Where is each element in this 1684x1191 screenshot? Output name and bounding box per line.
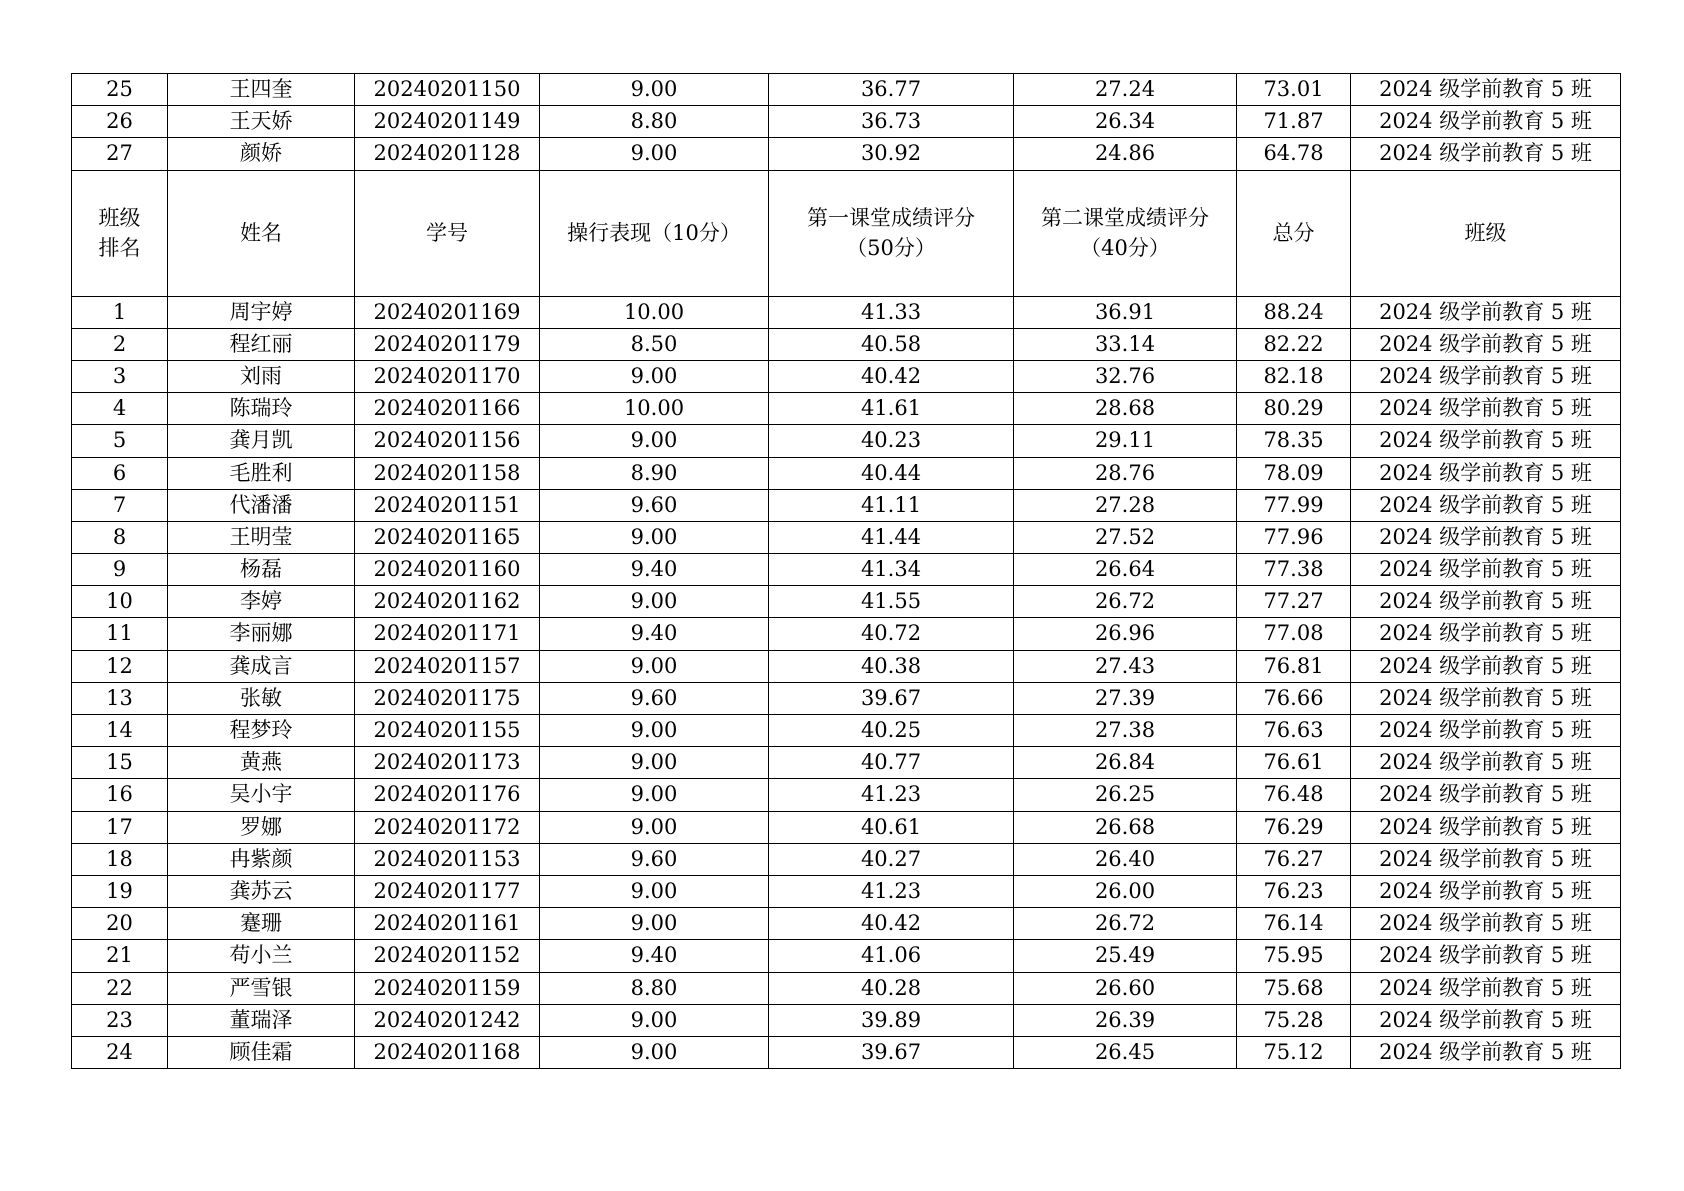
cell-conduct-score: 9.40 — [540, 940, 769, 972]
cell-name: 代潘潘 — [168, 489, 355, 521]
cell-name: 陈瑞玲 — [168, 393, 355, 425]
cell-conduct-score: 9.00 — [540, 1004, 769, 1036]
table-row — [72, 908, 1621, 940]
cell-first-class-score: 30.92 — [769, 138, 1014, 170]
cell-student-id: 20240201150 — [355, 74, 540, 106]
cell-conduct-score: 9.00 — [540, 1036, 769, 1068]
cell-class-name: 2024 级学前教育 5 班 — [1351, 554, 1621, 586]
header-first-class-score: 第一课堂成绩评分 （50分） — [769, 170, 1014, 296]
cell-first-class-score: 39.89 — [769, 1004, 1014, 1036]
cell-class-name: 2024 级学前教育 5 班 — [1351, 521, 1621, 553]
cell-second-class-score: 27.52 — [1014, 521, 1237, 553]
table-row — [72, 138, 1621, 170]
table-row — [72, 972, 1621, 1004]
cell-total-score: 76.23 — [1237, 875, 1351, 907]
cell-total-score: 64.78 — [1237, 138, 1351, 170]
cell-student-id: 20240201171 — [355, 618, 540, 650]
cell-name: 严雪银 — [168, 972, 355, 1004]
cell-rank: 24 — [72, 1036, 168, 1068]
cell-second-class-score: 27.38 — [1014, 715, 1237, 747]
cell-rank: 14 — [72, 715, 168, 747]
cell-class-name: 2024 级学前教育 5 班 — [1351, 457, 1621, 489]
cell-student-id: 20240201177 — [355, 875, 540, 907]
cell-second-class-score: 26.34 — [1014, 106, 1237, 138]
cell-class-name: 2024 级学前教育 5 班 — [1351, 106, 1621, 138]
table-row — [72, 618, 1621, 650]
cell-conduct-score: 8.80 — [540, 972, 769, 1004]
cell-second-class-score: 36.91 — [1014, 296, 1237, 328]
cell-student-id: 20240201165 — [355, 521, 540, 553]
cell-total-score: 71.87 — [1237, 106, 1351, 138]
cell-student-id: 20240201149 — [355, 106, 540, 138]
cell-rank: 18 — [72, 843, 168, 875]
cell-student-id: 20240201176 — [355, 779, 540, 811]
table-row — [72, 425, 1621, 457]
cell-total-score: 76.48 — [1237, 779, 1351, 811]
cell-name: 吴小宇 — [168, 779, 355, 811]
cell-conduct-score: 10.00 — [540, 393, 769, 425]
cell-rank: 5 — [72, 425, 168, 457]
cell-class-name: 2024 级学前教育 5 班 — [1351, 74, 1621, 106]
cell-class-name: 2024 级学前教育 5 班 — [1351, 908, 1621, 940]
cell-conduct-score: 9.00 — [540, 360, 769, 392]
cell-rank: 2 — [72, 328, 168, 360]
cell-first-class-score: 39.67 — [769, 1036, 1014, 1068]
cell-second-class-score: 26.84 — [1014, 747, 1237, 779]
cell-first-class-score: 40.25 — [769, 715, 1014, 747]
cell-second-class-score: 27.39 — [1014, 682, 1237, 714]
cell-rank: 4 — [72, 393, 168, 425]
cell-conduct-score: 9.00 — [540, 875, 769, 907]
header-name: 姓名 — [168, 170, 355, 296]
cell-class-name: 2024 级学前教育 5 班 — [1351, 1036, 1621, 1068]
cell-total-score: 82.22 — [1237, 328, 1351, 360]
cell-conduct-score: 9.60 — [540, 489, 769, 521]
cell-class-name: 2024 级学前教育 5 班 — [1351, 360, 1621, 392]
cell-rank: 7 — [72, 489, 168, 521]
cell-class-name: 2024 级学前教育 5 班 — [1351, 940, 1621, 972]
table-row — [72, 393, 1621, 425]
table-row — [72, 843, 1621, 875]
cell-first-class-score: 40.61 — [769, 811, 1014, 843]
table-row — [72, 811, 1621, 843]
table-row — [72, 1036, 1621, 1068]
cell-class-name: 2024 级学前教育 5 班 — [1351, 328, 1621, 360]
cell-conduct-score: 9.60 — [540, 682, 769, 714]
cell-student-id: 20240201161 — [355, 908, 540, 940]
cell-class-name: 2024 级学前教育 5 班 — [1351, 811, 1621, 843]
cell-name: 冉紫颜 — [168, 843, 355, 875]
cell-total-score: 80.29 — [1237, 393, 1351, 425]
cell-name: 王天娇 — [168, 106, 355, 138]
cell-student-id: 20240201179 — [355, 328, 540, 360]
cell-name: 黄燕 — [168, 747, 355, 779]
cell-class-name: 2024 级学前教育 5 班 — [1351, 843, 1621, 875]
cell-second-class-score: 26.72 — [1014, 586, 1237, 618]
cell-conduct-score: 9.00 — [540, 747, 769, 779]
cell-second-class-score: 26.72 — [1014, 908, 1237, 940]
cell-class-name: 2024 级学前教育 5 班 — [1351, 875, 1621, 907]
cell-name: 颜娇 — [168, 138, 355, 170]
cell-total-score: 77.99 — [1237, 489, 1351, 521]
cell-second-class-score: 26.96 — [1014, 618, 1237, 650]
cell-student-id: 20240201170 — [355, 360, 540, 392]
cell-first-class-score: 40.58 — [769, 328, 1014, 360]
cell-first-class-score: 39.67 — [769, 682, 1014, 714]
header-student-id: 学号 — [355, 170, 540, 296]
cell-rank: 10 — [72, 586, 168, 618]
cell-student-id: 20240201128 — [355, 138, 540, 170]
cell-total-score: 77.27 — [1237, 586, 1351, 618]
table-row — [72, 1004, 1621, 1036]
cell-first-class-score: 40.77 — [769, 747, 1014, 779]
cell-student-id: 20240201152 — [355, 940, 540, 972]
cell-second-class-score: 27.28 — [1014, 489, 1237, 521]
cell-conduct-score: 9.00 — [540, 715, 769, 747]
cell-student-id: 20240201159 — [355, 972, 540, 1004]
cell-rank: 12 — [72, 650, 168, 682]
table-row — [72, 940, 1621, 972]
cell-total-score: 73.01 — [1237, 74, 1351, 106]
cell-class-name: 2024 级学前教育 5 班 — [1351, 682, 1621, 714]
cell-student-id: 20240201158 — [355, 457, 540, 489]
cell-class-name: 2024 级学前教育 5 班 — [1351, 972, 1621, 1004]
cell-conduct-score: 9.00 — [540, 74, 769, 106]
cell-second-class-score: 27.43 — [1014, 650, 1237, 682]
cell-second-class-score: 27.24 — [1014, 74, 1237, 106]
cell-class-name: 2024 级学前教育 5 班 — [1351, 393, 1621, 425]
table-row — [72, 715, 1621, 747]
cell-second-class-score: 33.14 — [1014, 328, 1237, 360]
cell-conduct-score: 10.00 — [540, 296, 769, 328]
cell-class-name: 2024 级学前教育 5 班 — [1351, 747, 1621, 779]
cell-conduct-score: 9.60 — [540, 843, 769, 875]
cell-rank: 15 — [72, 747, 168, 779]
cell-total-score: 76.81 — [1237, 650, 1351, 682]
cell-total-score: 75.68 — [1237, 972, 1351, 1004]
table-row — [72, 650, 1621, 682]
cell-name: 龚月凯 — [168, 425, 355, 457]
cell-rank: 9 — [72, 554, 168, 586]
cell-student-id: 20240201156 — [355, 425, 540, 457]
cell-name: 李丽娜 — [168, 618, 355, 650]
cell-rank: 13 — [72, 682, 168, 714]
cell-second-class-score: 26.45 — [1014, 1036, 1237, 1068]
cell-total-score: 82.18 — [1237, 360, 1351, 392]
cell-conduct-score: 9.00 — [540, 425, 769, 457]
cell-first-class-score: 41.55 — [769, 586, 1014, 618]
cell-total-score: 76.63 — [1237, 715, 1351, 747]
cell-rank: 21 — [72, 940, 168, 972]
header-second-class-score: 第二课堂成绩评分 （40分） — [1014, 170, 1237, 296]
table-row — [72, 489, 1621, 521]
cell-name: 张敏 — [168, 682, 355, 714]
cell-first-class-score: 41.23 — [769, 779, 1014, 811]
cell-second-class-score: 26.25 — [1014, 779, 1237, 811]
cell-rank: 8 — [72, 521, 168, 553]
cell-student-id: 20240201242 — [355, 1004, 540, 1036]
cell-second-class-score: 32.76 — [1014, 360, 1237, 392]
table-row — [72, 747, 1621, 779]
cell-second-class-score: 29.11 — [1014, 425, 1237, 457]
table-row — [72, 360, 1621, 392]
table-row — [72, 521, 1621, 553]
cell-class-name: 2024 级学前教育 5 班 — [1351, 1004, 1621, 1036]
header-rank: 班级 排名 — [72, 170, 168, 296]
cell-name: 王四奎 — [168, 74, 355, 106]
table-row — [72, 328, 1621, 360]
cell-total-score: 75.28 — [1237, 1004, 1351, 1036]
cell-class-name: 2024 级学前教育 5 班 — [1351, 296, 1621, 328]
cell-first-class-score: 40.38 — [769, 650, 1014, 682]
score-table — [71, 73, 1621, 1069]
table-row — [72, 74, 1621, 106]
cell-name: 蹇珊 — [168, 908, 355, 940]
cell-student-id: 20240201175 — [355, 682, 540, 714]
cell-student-id: 20240201166 — [355, 393, 540, 425]
cell-total-score: 76.14 — [1237, 908, 1351, 940]
cell-class-name: 2024 级学前教育 5 班 — [1351, 138, 1621, 170]
cell-conduct-score: 9.00 — [540, 650, 769, 682]
cell-student-id: 20240201173 — [355, 747, 540, 779]
cell-total-score: 76.66 — [1237, 682, 1351, 714]
cell-rank: 20 — [72, 908, 168, 940]
cell-total-score: 75.95 — [1237, 940, 1351, 972]
cell-name: 周宇婷 — [168, 296, 355, 328]
cell-class-name: 2024 级学前教育 5 班 — [1351, 650, 1621, 682]
cell-first-class-score: 41.11 — [769, 489, 1014, 521]
cell-total-score: 77.08 — [1237, 618, 1351, 650]
cell-conduct-score: 8.80 — [540, 106, 769, 138]
cell-class-name: 2024 级学前教育 5 班 — [1351, 425, 1621, 457]
cell-total-score: 77.96 — [1237, 521, 1351, 553]
cell-conduct-score: 9.00 — [540, 811, 769, 843]
cell-student-id: 20240201169 — [355, 296, 540, 328]
cell-total-score: 78.35 — [1237, 425, 1351, 457]
cell-first-class-score: 40.42 — [769, 360, 1014, 392]
cell-first-class-score: 40.27 — [769, 843, 1014, 875]
cell-rank: 23 — [72, 1004, 168, 1036]
cell-conduct-score: 9.00 — [540, 586, 769, 618]
cell-total-score: 76.27 — [1237, 843, 1351, 875]
cell-second-class-score: 26.39 — [1014, 1004, 1237, 1036]
cell-name: 毛胜利 — [168, 457, 355, 489]
cell-conduct-score: 8.50 — [540, 328, 769, 360]
cell-rank: 16 — [72, 779, 168, 811]
cell-second-class-score: 28.76 — [1014, 457, 1237, 489]
cell-name: 董瑞泽 — [168, 1004, 355, 1036]
cell-class-name: 2024 级学前教育 5 班 — [1351, 618, 1621, 650]
cell-rank: 27 — [72, 138, 168, 170]
header-class-name: 班级 — [1351, 170, 1621, 296]
table-row — [72, 779, 1621, 811]
cell-first-class-score: 36.73 — [769, 106, 1014, 138]
cell-first-class-score: 41.61 — [769, 393, 1014, 425]
cell-conduct-score: 9.00 — [540, 521, 769, 553]
cell-student-id: 20240201160 — [355, 554, 540, 586]
cell-student-id: 20240201155 — [355, 715, 540, 747]
cell-class-name: 2024 级学前教育 5 班 — [1351, 586, 1621, 618]
cell-first-class-score: 36.77 — [769, 74, 1014, 106]
cell-second-class-score: 26.64 — [1014, 554, 1237, 586]
cell-first-class-score: 40.44 — [769, 457, 1014, 489]
table-row — [72, 586, 1621, 618]
cell-student-id: 20240201168 — [355, 1036, 540, 1068]
cell-first-class-score: 41.33 — [769, 296, 1014, 328]
cell-first-class-score: 40.42 — [769, 908, 1014, 940]
cell-rank: 17 — [72, 811, 168, 843]
cell-name: 李婷 — [168, 586, 355, 618]
cell-total-score: 77.38 — [1237, 554, 1351, 586]
cell-second-class-score: 26.60 — [1014, 972, 1237, 1004]
cell-conduct-score: 9.40 — [540, 618, 769, 650]
cell-name: 顾佳霜 — [168, 1036, 355, 1068]
cell-student-id: 20240201157 — [355, 650, 540, 682]
cell-rank: 6 — [72, 457, 168, 489]
table-row — [72, 296, 1621, 328]
cell-second-class-score: 24.86 — [1014, 138, 1237, 170]
cell-second-class-score: 26.40 — [1014, 843, 1237, 875]
cell-student-id: 20240201172 — [355, 811, 540, 843]
cell-first-class-score: 40.72 — [769, 618, 1014, 650]
table-row — [72, 875, 1621, 907]
cell-student-id: 20240201162 — [355, 586, 540, 618]
header-conduct-score: 操行表现（10分） — [540, 170, 769, 296]
cell-total-score: 88.24 — [1237, 296, 1351, 328]
cell-name: 苟小兰 — [168, 940, 355, 972]
cell-first-class-score: 40.28 — [769, 972, 1014, 1004]
cell-first-class-score: 40.23 — [769, 425, 1014, 457]
cell-conduct-score: 9.00 — [540, 779, 769, 811]
cell-conduct-score: 9.00 — [540, 138, 769, 170]
cell-conduct-score: 9.40 — [540, 554, 769, 586]
cell-name: 杨磊 — [168, 554, 355, 586]
header-total-score: 总分 — [1237, 170, 1351, 296]
cell-student-id: 20240201153 — [355, 843, 540, 875]
cell-first-class-score: 41.44 — [769, 521, 1014, 553]
cell-total-score: 76.29 — [1237, 811, 1351, 843]
cell-conduct-score: 9.00 — [540, 908, 769, 940]
cell-class-name: 2024 级学前教育 5 班 — [1351, 489, 1621, 521]
cell-rank: 22 — [72, 972, 168, 1004]
cell-first-class-score: 41.06 — [769, 940, 1014, 972]
cell-class-name: 2024 级学前教育 5 班 — [1351, 779, 1621, 811]
cell-rank: 19 — [72, 875, 168, 907]
cell-first-class-score: 41.23 — [769, 875, 1014, 907]
cell-name: 罗娜 — [168, 811, 355, 843]
cell-second-class-score: 26.00 — [1014, 875, 1237, 907]
table-row — [72, 554, 1621, 586]
table-row — [72, 106, 1621, 138]
cell-rank: 3 — [72, 360, 168, 392]
cell-total-score: 76.61 — [1237, 747, 1351, 779]
cell-name: 刘雨 — [168, 360, 355, 392]
cell-name: 程梦玲 — [168, 715, 355, 747]
table-row — [72, 682, 1621, 714]
table-row — [72, 457, 1621, 489]
cell-name: 龚成言 — [168, 650, 355, 682]
cell-total-score: 75.12 — [1237, 1036, 1351, 1068]
cell-name: 王明莹 — [168, 521, 355, 553]
cell-class-name: 2024 级学前教育 5 班 — [1351, 715, 1621, 747]
cell-first-class-score: 41.34 — [769, 554, 1014, 586]
cell-rank: 25 — [72, 74, 168, 106]
cell-conduct-score: 8.90 — [540, 457, 769, 489]
cell-name: 龚苏云 — [168, 875, 355, 907]
cell-name: 程红丽 — [168, 328, 355, 360]
cell-second-class-score: 26.68 — [1014, 811, 1237, 843]
cell-student-id: 20240201151 — [355, 489, 540, 521]
cell-second-class-score: 25.49 — [1014, 940, 1237, 972]
header-row — [72, 170, 1621, 296]
cell-total-score: 78.09 — [1237, 457, 1351, 489]
cell-rank: 11 — [72, 618, 168, 650]
cell-rank: 1 — [72, 296, 168, 328]
cell-rank: 26 — [72, 106, 168, 138]
cell-second-class-score: 28.68 — [1014, 393, 1237, 425]
